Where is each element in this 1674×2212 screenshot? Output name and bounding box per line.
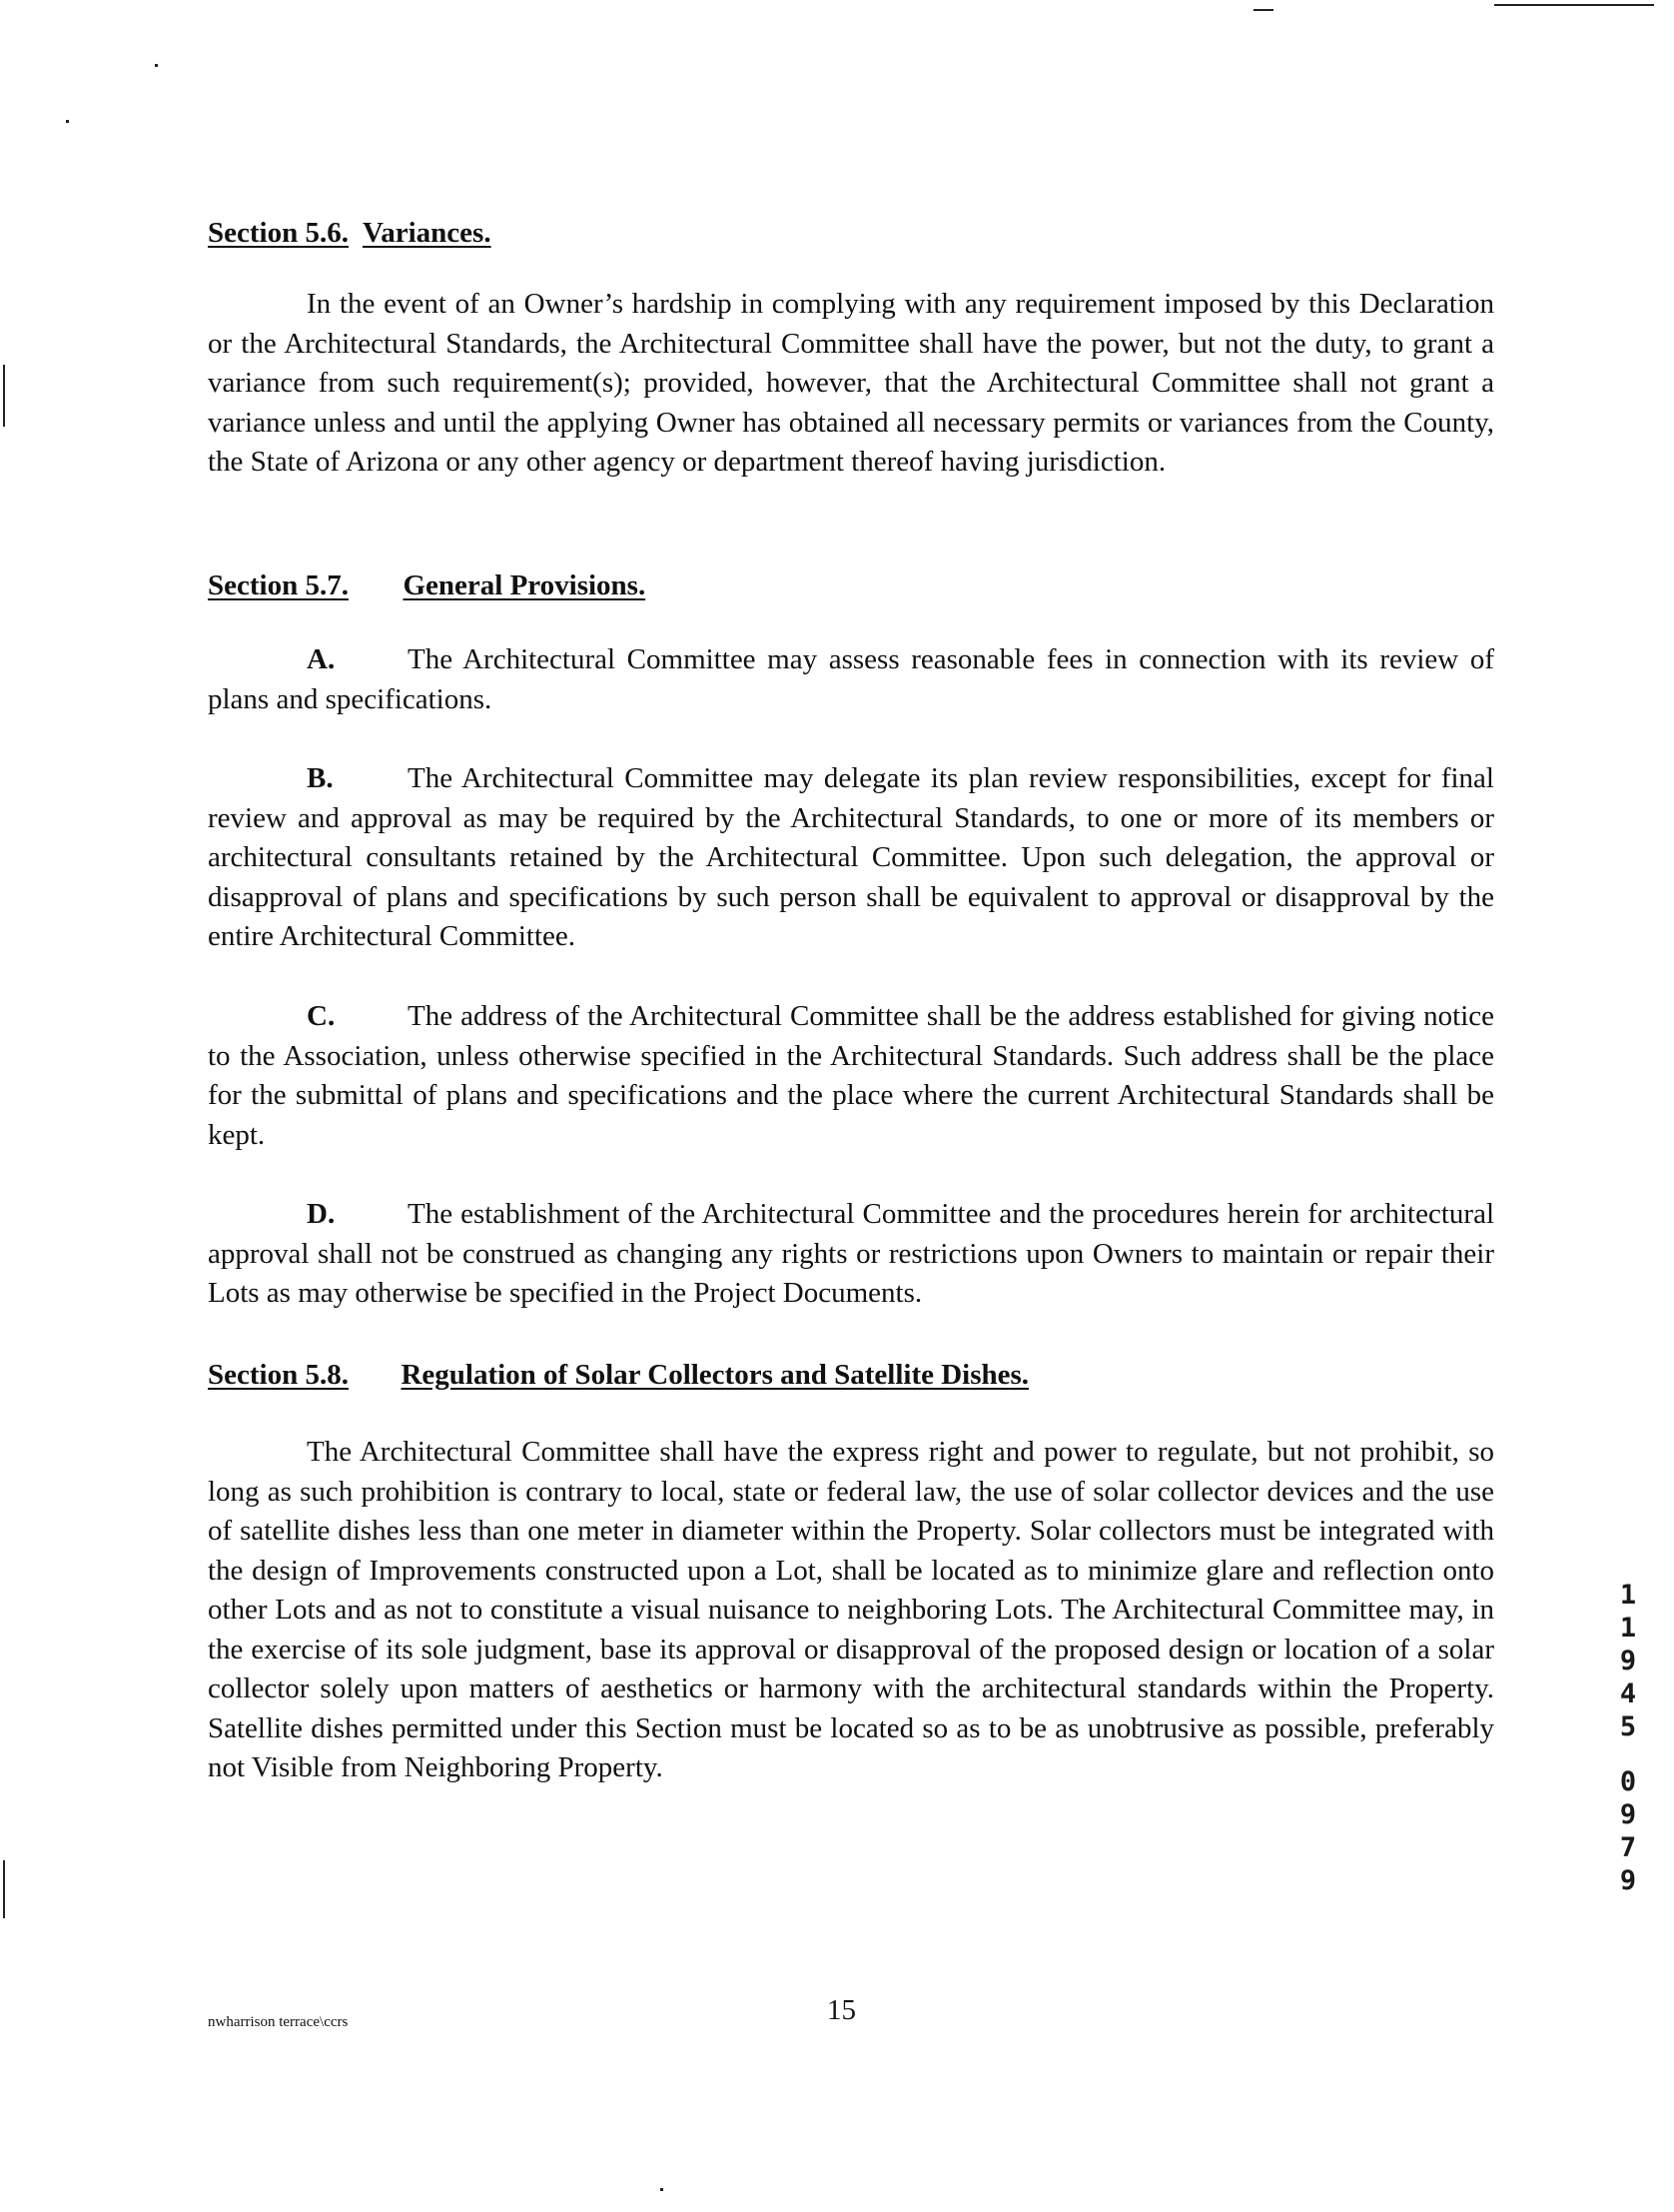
section-5-6-body: In the event of an Owner’s hardship in complying with any requirement imposed by this Declaration or the Architectural Standards, the Architectural Committee shall have the power, but not the duty, to grant a variance from such requirement(s); provided, however, that the Architectural Committee shall not grant a variance unless and until the applying Owner has obtained all necessary permits or variances from the County, the State of Arizona or any other agency or department thereof having jurisdiction. [208, 288, 1494, 478]
stamp-digit: 7 [1619, 1832, 1637, 1863]
item-letter: A. [307, 643, 336, 675]
footer-file-path: nwharrison terrace\ccrs [208, 2014, 349, 2030]
scan-mark [1254, 9, 1273, 11]
item-text: The Architectural Committee may delegate its plan review responsibilities, except for final review and approval as may be required by the Architectural Standards, to one or more of its members or architectural consultants retained by the Architectural Committee. Upon such delegation, the approval or disapproval of plans and specifications by such person shall be equivalent to approval or disapproval by the entire Architectural Committee. [208, 762, 1494, 952]
section-number: Section 5.6. [208, 217, 349, 249]
page-number: 15 [827, 1994, 856, 2026]
stamp-digit: 9 [1619, 1799, 1637, 1830]
section-title: Regulation of Solar Collectors and Satellite Dishes. [401, 1359, 1030, 1391]
item-text: The establishment of the Architectural Committee and the procedures herein for architectural approval shall not be construed as changing any rights or restrictions upon Owners to maintain or repair their Lots as may otherwise be specified in the Project Documents. [208, 1198, 1494, 1309]
provision-item-b [208, 759, 1494, 957]
stamp-digit: 9 [1619, 1646, 1637, 1676]
item-letter: B. [307, 762, 334, 794]
stamp-digit: 1 [1619, 1580, 1637, 1611]
item-text: The address of the Architectural Committee shall be the address established for giving notice to the Association, unless otherwise specified in the Architectural Standards. Such address shall be the place for the submittal of plans and specifications and the place where the current Architectural Standards shall be kept. [208, 1000, 1494, 1151]
section-5-6-heading [208, 213, 491, 253]
section-5-8-body: The Architectural Committee shall have the express right and power to regulate, but not prohibit, so long as such prohibition is contrary to local, state or federal law, the use of solar collector devices and the use of satellite dishes less than one meter in diameter within the Property. Solar collectors must be integrated with the design of Improvements constructed upon a Lot, shall be located as to minimize glare and reflection onto other Lots and as not to constitute a visual nuisance to neighboring Lots. The Architectural Committee may, in the exercise of its sole judgment, base its approval or disapproval of the proposed design or location of a solar collector solely upon matters of aesthetics or harmony with the architectural standards within the Property. Satellite dishes permitted under this Section must be located so as to be as unobtrusive as possible, preferably not Visible from Neighboring Property. [208, 1436, 1494, 1783]
provision-item-a [208, 640, 1494, 719]
scan-mark [66, 120, 69, 123]
section-title: Variances. [362, 217, 491, 249]
section-5-8-heading [208, 1355, 1029, 1395]
scan-mark [155, 64, 158, 67]
scan-mark [3, 1860, 5, 1918]
stamp-digit: 9 [1619, 1865, 1637, 1896]
provision-item-c [208, 997, 1494, 1155]
stamp-digit: 4 [1619, 1678, 1637, 1709]
stamp-digit: 0 [1619, 1766, 1637, 1797]
scan-mark [1494, 4, 1654, 6]
item-letter: C. [307, 1000, 336, 1032]
section-number: Section 5.7. [208, 569, 349, 601]
provision-item-d [208, 1195, 1494, 1314]
stamp-digit: 5 [1619, 1711, 1637, 1742]
stamp-digit: 1 [1619, 1613, 1637, 1644]
section-number: Section 5.8. [208, 1359, 349, 1391]
scan-mark [660, 2188, 663, 2191]
scan-mark [3, 365, 5, 427]
recording-number-stamp [1610, 1579, 1646, 1897]
section-title: General Provisions. [403, 569, 646, 601]
item-letter: D. [307, 1198, 336, 1230]
section-5-7-heading [208, 565, 645, 605]
item-text: The Architectural Committee may assess reasonable fees in connection with its review of plans and specifications. [208, 643, 1494, 715]
